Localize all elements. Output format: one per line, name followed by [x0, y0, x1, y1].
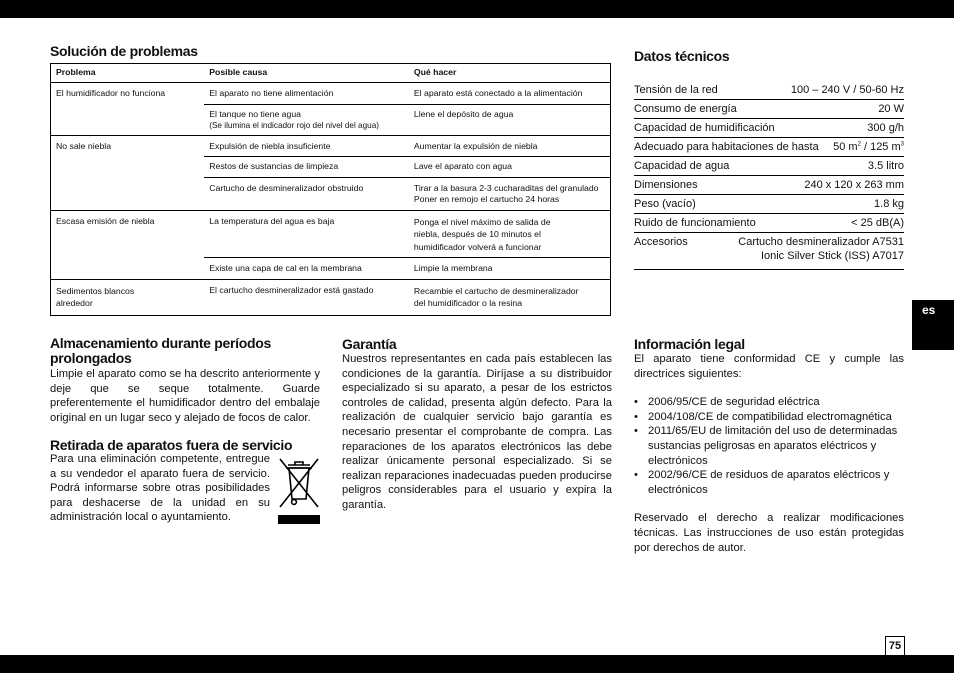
page-number: 75: [885, 636, 905, 655]
action-line: niebla, después de 10 minutos el: [413, 229, 541, 239]
tech-row: [634, 233, 904, 270]
troubleshooting-table: [50, 63, 611, 316]
tech-label: Capacidad de humidificación: [634, 122, 775, 134]
tech-value: 300 g/h: [867, 122, 904, 134]
legal-footer: Reservado el derecho a realizar modificaciones técnicas. Las instrucciones de uso están protegidas por derechos de autor.: [634, 512, 904, 554]
tech-label: Dimensiones: [634, 179, 698, 191]
table-header-row: [51, 64, 611, 83]
tech-row: [634, 119, 904, 138]
tech-data-table: [634, 81, 904, 270]
header-cause: Posible causa: [204, 64, 409, 83]
action-line: humidificador volverá a funcionar: [413, 241, 542, 252]
tech-row: [634, 81, 904, 100]
storage-text: Limpie el aparato como se ha descrito anteriormente y deje que se seque totalmente. Guarde preferentemente el humidificador dentro del embalaje original en un lugar seco y alejado de focos de calor.: [50, 368, 320, 424]
cause-note: (Se ilumina el indicador rojo del nivel del agua): [209, 121, 379, 130]
header-action: Qué hacer: [409, 64, 611, 83]
action-cell: Limpie la membrana: [409, 258, 611, 280]
warranty-title: Garantía: [342, 336, 397, 352]
action-line: Recambie el cartucho de desmineralizador: [413, 285, 579, 296]
top-black-bar: [0, 0, 954, 18]
list-item: • 2006/95/CE de seguridad eléctrica: [634, 395, 904, 410]
storage-section: [50, 336, 320, 425]
list-item: • 2011/65/EU de limitación del uso de determinadas sustancias peligrosas en aparatos eléctricos y electrónicos: [634, 424, 904, 468]
bottom-black-bar: [0, 655, 954, 673]
cause-cell: [204, 104, 409, 135]
table-row: [51, 210, 611, 258]
tech-value-line: Ionic Silver Stick (ISS) A7017: [760, 250, 904, 262]
problem-line: alrededor: [56, 298, 93, 308]
tech-value: 240 x 120 x 263 mm: [804, 179, 904, 191]
disposal-title: Retirada de aparatos fuera de servicio: [50, 437, 293, 453]
tech-label: Tensión de la red: [634, 84, 718, 96]
tech-value: 100 – 240 V / 50-60 Hz: [790, 84, 904, 96]
action-cell: Llene el depósito de agua: [409, 104, 611, 135]
warranty-text: Nuestros representantes en cada país establecen las condiciones de la garantía. Diríjase a su distribuidor especializado si su aparato, a pesar de los estrictos controles de calidad, presenta algún defecto. Para la realización de cualquier servicio bajo garantía es necesario presentar el comprobante de compra. Las reparaciones de los aparatos electrónicos las debe realizar únicamente personal especializado. Si se realizan reparaciones inadecuadas pueden producirse peligros considerables para el usuario y expira la garantía.: [342, 353, 612, 511]
action-cell: [409, 177, 611, 210]
table-row: [51, 83, 611, 105]
cause-cell: El cartucho desmineralizador está gastado: [204, 279, 409, 315]
tech-value: 1.8 kg: [874, 198, 904, 210]
action-cell: Aumentar la expulsión de niebla: [409, 135, 611, 157]
problem-cell: [51, 279, 205, 315]
action-cell: [409, 210, 611, 258]
table-row: [51, 279, 611, 315]
warranty-section: [342, 336, 612, 513]
tech-label: Peso (vacío): [634, 198, 696, 210]
problem-line: Sedimentos blancos: [56, 285, 135, 296]
tech-label: Adecuado para habitaciones de hasta: [634, 141, 819, 153]
action-line: Tirar a la basura 2-3 cucharaditas del granulado: [413, 182, 599, 193]
tech-row: [634, 138, 904, 157]
cause-cell: Restos de sustancias de limpieza: [204, 157, 409, 178]
action-cell: Lave el aparato con agua: [409, 157, 611, 178]
tech-value-sup: 2: [857, 141, 861, 148]
tech-row: [634, 195, 904, 214]
action-cell: El aparato está conectado a la alimentación: [413, 88, 583, 98]
legal-intro: El aparato tiene conformidad CE y cumple las directrices siguientes:: [634, 353, 904, 380]
tech-value: [738, 235, 904, 263]
tech-row: [634, 100, 904, 119]
legal-title: Información legal: [634, 336, 745, 352]
list-item: • 2004/108/CE de compatibilidad electromagnética: [634, 410, 904, 425]
cause-cell: Expulsión de niebla insuficiente: [204, 135, 409, 157]
action-cell: [409, 279, 611, 315]
tech-value: 3.5 litro: [867, 160, 904, 172]
header-problem: Problema: [51, 64, 205, 83]
tech-row: [634, 157, 904, 176]
action-line: Ponga el nivel máximo de salida de: [413, 216, 551, 227]
tech-label: Ruido de funcionamiento: [634, 217, 756, 229]
cause-text: El tanque no tiene agua: [209, 108, 302, 119]
list-item: • 2002/96/CE de residuos de aparatos eléctricos y electrónicos: [634, 468, 904, 497]
tech-value-sup: 3: [900, 141, 904, 148]
tech-value: [833, 140, 904, 154]
problem-cell: Escasa emisión de niebla: [51, 210, 205, 279]
tech-label: Accesorios: [634, 236, 688, 248]
disposal-text: Para una eliminación competente, entregue a su vendedor el aparato fuera de servicio. Podrá informarse sobre otras posibilidades para deshacerse de la unidad en su administración local o ayuntamiento.: [50, 453, 270, 524]
tech-label: Consumo de energía: [634, 103, 737, 115]
tech-value: < 25 dB(A): [851, 217, 904, 229]
crossed-out-wheelie-bin-icon: [276, 455, 322, 525]
troubleshooting-title: Solución de problemas: [50, 43, 198, 59]
problem-cell: El humidificador no funciona: [56, 88, 166, 98]
tech-row: [634, 176, 904, 195]
storage-title: [50, 336, 320, 366]
cause-cell: Existe una capa de cal en la membrana: [204, 258, 409, 280]
tech-row: [634, 214, 904, 233]
action-line: del humidificador o la resina: [413, 298, 523, 308]
tech-label: Capacidad de agua: [634, 160, 730, 172]
cause-cell: El aparato no tiene alimentación: [209, 88, 334, 98]
cause-cell: La temperatura del agua es baja: [204, 210, 409, 258]
storage-title-line: Almacenamiento durante períodos: [50, 335, 271, 351]
tech-data-title: Datos técnicos: [634, 48, 730, 64]
tech-value-part: / 125 m: [860, 141, 901, 153]
problem-cell: No sale niebla: [51, 135, 205, 210]
tech-value-line: Cartucho desmineralizador A7531: [738, 236, 904, 248]
action-line: Poner en remojo el cartucho 24 horas: [413, 194, 560, 204]
storage-title-line: prolongados: [50, 350, 132, 366]
tech-value: 20 W: [878, 103, 904, 115]
table-row: [51, 135, 611, 157]
legal-directive-list: [634, 395, 904, 497]
cause-cell: Cartucho de desmineralizador obstruido: [204, 177, 409, 210]
tech-value-part: 50 m: [833, 141, 858, 153]
language-tab: es: [912, 300, 954, 350]
legal-section: [634, 336, 904, 555]
